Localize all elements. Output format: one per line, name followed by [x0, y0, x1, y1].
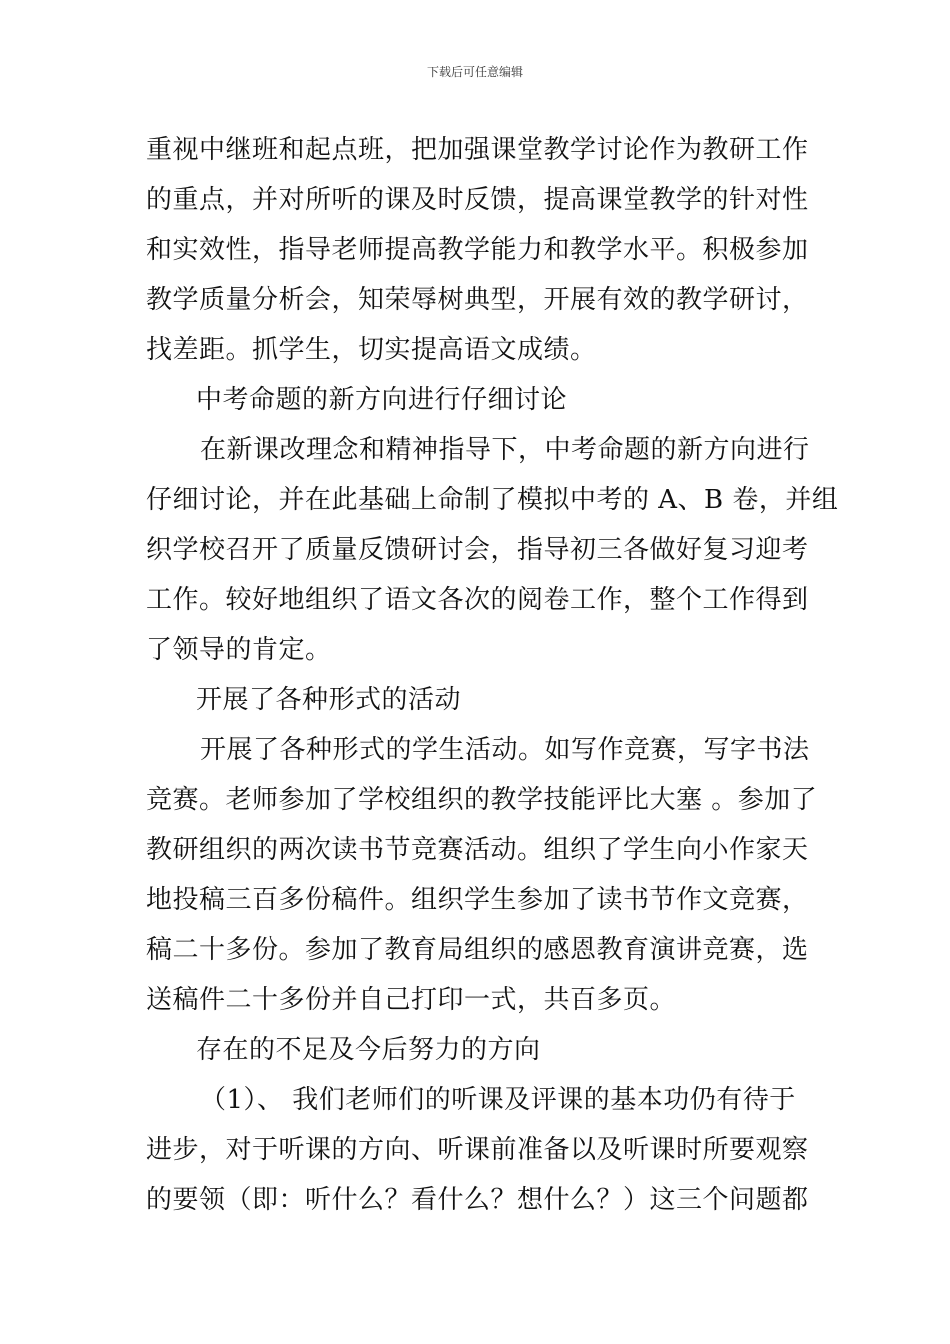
text-line: 竞赛。老师参加了学校组织的教学技能评比大塞 。参加了 — [146, 785, 818, 815]
text-line: 重视中继班和起点班，把加强课堂教学讨论作为教研工作 — [146, 135, 809, 165]
page-header: 下载后可任意编辑 — [426, 65, 523, 79]
text-line: 找差距。抓学生，切实提高语文成绩。 — [146, 335, 597, 365]
text-line: 开展了各种形式的学生活动。如写作竞赛，写字书法 — [200, 735, 810, 765]
text-line: （1）、 我们老师们的听课及评课的基本功仍有待于 — [200, 1085, 796, 1115]
text-line: 织学校召开了质量反馈研讨会，指导初三各做好复习迎考 — [146, 535, 809, 565]
text-line: 的要领（即：听什么？看什么？想什么？）这三个问题都 — [146, 1185, 809, 1215]
text-line: 工作。较好地组织了语文各次的阅卷工作，整个工作得到 — [146, 585, 809, 615]
section-heading: 中考命题的新方向进行仔细讨论 — [196, 385, 568, 415]
text-line: 了领导的肯定。 — [146, 635, 332, 665]
text-line: 教研组织的两次读书节竞赛活动。组织了学生向小作家天 — [146, 835, 809, 865]
section-heading: 开展了各种形式的活动 — [196, 685, 462, 715]
text-line: 和实效性，指导老师提高教学能力和教学水平。积极参加 — [146, 235, 809, 265]
section-heading: 存在的不足及今后努力的方向 — [196, 1035, 541, 1065]
text-line: 送稿件二十多份并自己打印一式，共百多页。 — [146, 985, 677, 1015]
text-line: 稿二十多份。参加了教育局组织的感恩教育演讲竞赛，选 — [146, 935, 809, 965]
text-line: 地投稿三百多份稿件。组织学生参加了读书节作文竞赛， — [146, 885, 809, 915]
text-line: 教学质量分析会，知荣辱树典型，开展有效的教学研讨， — [146, 285, 809, 315]
text-line: 的重点，并对所听的课及时反馈，提高课堂教学的针对性 — [146, 185, 809, 215]
text-line: 仔细讨论，并在此基础上命制了模拟中考的 A、B 卷，并组 — [146, 485, 839, 515]
text-line: 进步，对于听课的方向、听课前准备以及听课时所要观察 — [146, 1135, 809, 1165]
text-line: 在新课改理念和精神指导下，中考命题的新方向进行 — [200, 435, 810, 465]
